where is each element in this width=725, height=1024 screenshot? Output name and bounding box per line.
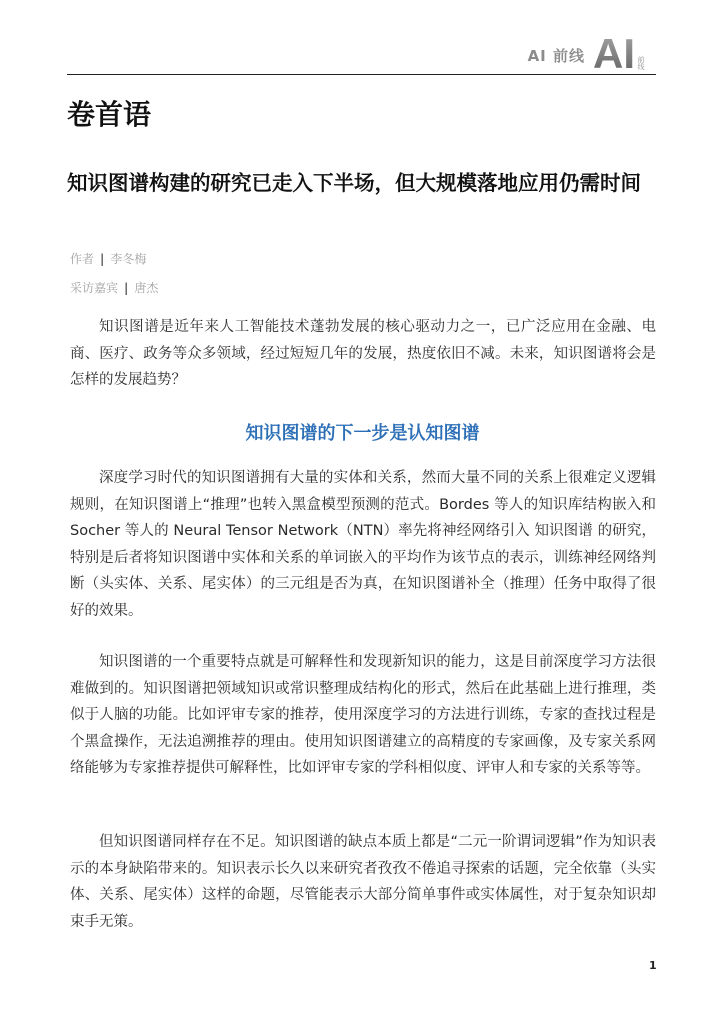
byline-interviewee-label: 采访嘉宾 [70, 281, 119, 295]
byline-separator: | [100, 252, 105, 266]
header-divider [67, 74, 656, 75]
header-brand [528, 30, 655, 70]
byline-interviewee-name: 唐杰 [134, 281, 159, 295]
body-paragraph: 知识图谱的一个重要特点就是可解释性和发现新知识的能力，这是目前深度学习方法很难做到的。知识图谱把领域知识或常识整理成结构化的形式，然后在此基础上进行推理，类似于人脑的功能。比如评审专家的推荐，使用深度学习的方法进行训练，专家的查找过程是个黑盒操作，无法追溯推荐的理由。使用知识图谱建立的高精度的专家画像，及专家关系网络能够为专家推荐提供可解释性，比如评审专家的学科相似度、评审人和专家的关系等等。 [70, 654, 656, 776]
subheading: 知识图谱的下一步是认知图谱 [245, 423, 480, 444]
byline-author-name: 李冬梅 [110, 252, 147, 266]
article-headline: 知识图谱构建的研究已走入下半场，但大规模落地应用仍需时间 [67, 171, 641, 195]
byline-interviewee [70, 279, 158, 296]
ai-frontline-logo-icon [593, 30, 655, 70]
logo-small-text: 前线 [637, 56, 645, 70]
logo-letters: AI [593, 30, 635, 70]
byline-author-label: 作者 [70, 252, 95, 266]
page-number: 1 [649, 959, 657, 972]
section-title: 卷首语 [67, 98, 152, 131]
body-paragraph: 深度学习时代的知识图谱拥有大量的实体和关系，然而大量不同的关系上很难定义逻辑规则，在知识图谱上“推理”也转入黑盒模型预测的范式。Bordes 等人的知识库结构嵌入和 Socher 等人的 Neural Tensor Network（NTN）率先将神经网络引入 知识图谱 的研究，特别是后者将知识图谱中实体和关系的单词嵌入的平均作为该节点的表示，训练神经网络判断（头实体、关系、尾实体）的三元组是否为真，在知识图谱补全（推理）任务中取得了很好的效果。 [70, 470, 656, 619]
byline-separator: | [124, 281, 129, 295]
body-paragraph: 但知识图谱同样存在不足。知识图谱的缺点本质上都是“二元一阶谓词逻辑”作为知识表示的本身缺陷带来的。知识表示长久以来研究者孜孜不倦追寻探索的话题，完全依靠（头实体、关系、尾实体）这样的命题，尽管能表示大部分简单事件或实体属性，对于复杂知识却束手无策。 [70, 834, 656, 930]
byline-author [70, 250, 146, 267]
brand-text: AI 前线 [527, 47, 585, 65]
intro-paragraph: 知识图谱是近年来人工智能技术蓬勃发展的核心驱动力之一，已广泛应用在金融、电商、医疗、政务等众多领域，经过短短几年的发展，热度依旧不减。未来，知识图谱将会是怎样的发展趋势？ [70, 319, 656, 388]
